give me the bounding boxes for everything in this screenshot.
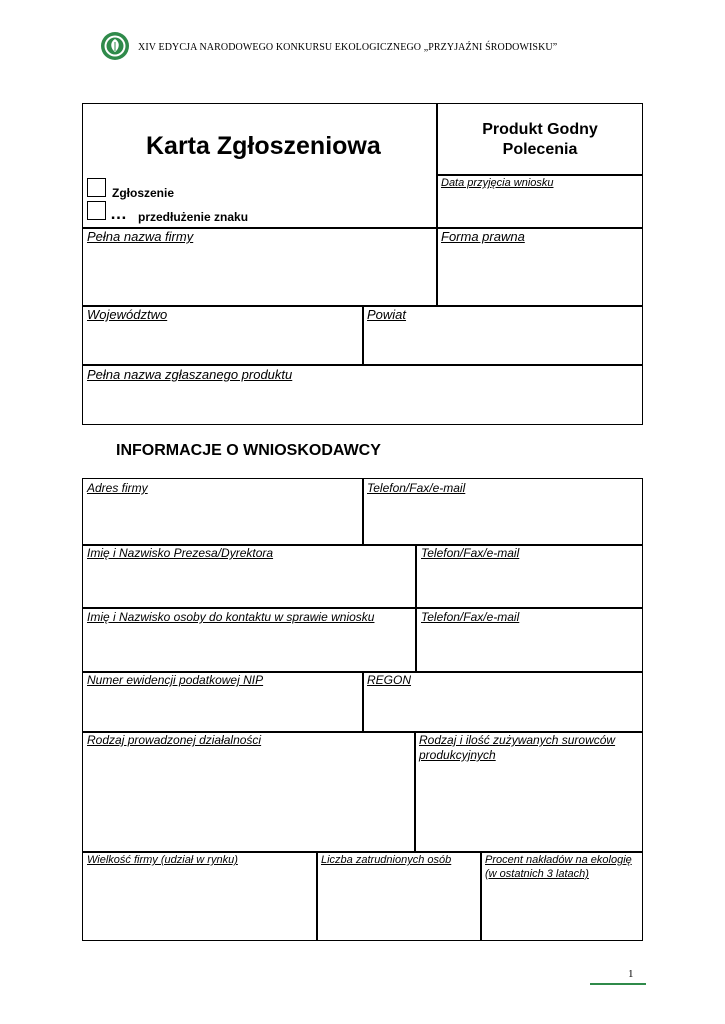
nip-label: Numer ewidencji podatkowej NIP xyxy=(87,673,264,687)
activity-label: Rodzaj prowadzonej działalności xyxy=(87,733,262,747)
eco-spend-label: Procent nakładów na ekologię (w ostatnich 3 latach) xyxy=(485,854,632,880)
phone-label-3: Telefon/Fax/e-mail xyxy=(421,610,520,624)
checkbox-extension[interactable] xyxy=(87,201,106,220)
phone-label-2: Telefon/Fax/e-mail xyxy=(421,546,520,560)
contact-person-label: Imię i Nazwisko osoby do kontaktu w sprawie wniosku xyxy=(87,610,375,624)
company-size-label: Wielkość firmy (udział w rynku) xyxy=(87,854,238,866)
form-title: Karta Zgłoszeniowa xyxy=(146,132,381,160)
checkbox-application-label: Zgłoszenie xyxy=(112,186,175,200)
product-title-line1: Produkt Godny xyxy=(482,121,598,138)
employees-label: Liczba zatrudnionych osób xyxy=(321,854,452,866)
page-number: 1 xyxy=(628,968,634,980)
header-text: XIV EDYCJA NARODOWEGO KONKURSU EKOLOGICZNEGO „PRZYJAŹNI ŚRODOWISKU” xyxy=(138,42,558,53)
county-label: Powiat xyxy=(367,307,407,322)
company-name-label: Pełna nazwa firmy xyxy=(87,229,194,244)
section-title: INFORMACJE O WNIOSKODAWCY xyxy=(116,442,381,459)
date-received-label: Data przyjęcia wniosku xyxy=(441,177,554,189)
legal-form-label: Forma prawna xyxy=(441,229,525,244)
product-name-label: Pełna nazwa zgłaszanego produktu xyxy=(87,367,293,382)
materials-label: Rodzaj i ilość zużywanych surowców produkcyjnych xyxy=(419,733,616,762)
product-title xyxy=(440,120,640,160)
regon-label: REGON xyxy=(367,673,412,687)
voivodeship-label: Województwo xyxy=(87,307,168,322)
page-number-underline xyxy=(590,983,646,985)
product-title-line2: Polecenia xyxy=(502,141,578,158)
page-header xyxy=(96,28,636,68)
checkbox-application[interactable] xyxy=(87,178,106,197)
eco-leaf-logo-icon xyxy=(100,31,130,61)
phone-label-1: Telefon/Fax/e-mail xyxy=(367,481,466,495)
checkbox-extension-dots: … xyxy=(110,204,127,223)
checkbox-extension-label: przedłużenie znaku xyxy=(138,210,249,224)
ceo-name-label: Imię i Nazwisko Prezesa/Dyrektora xyxy=(87,546,274,560)
address-label: Adres firmy xyxy=(87,481,148,495)
